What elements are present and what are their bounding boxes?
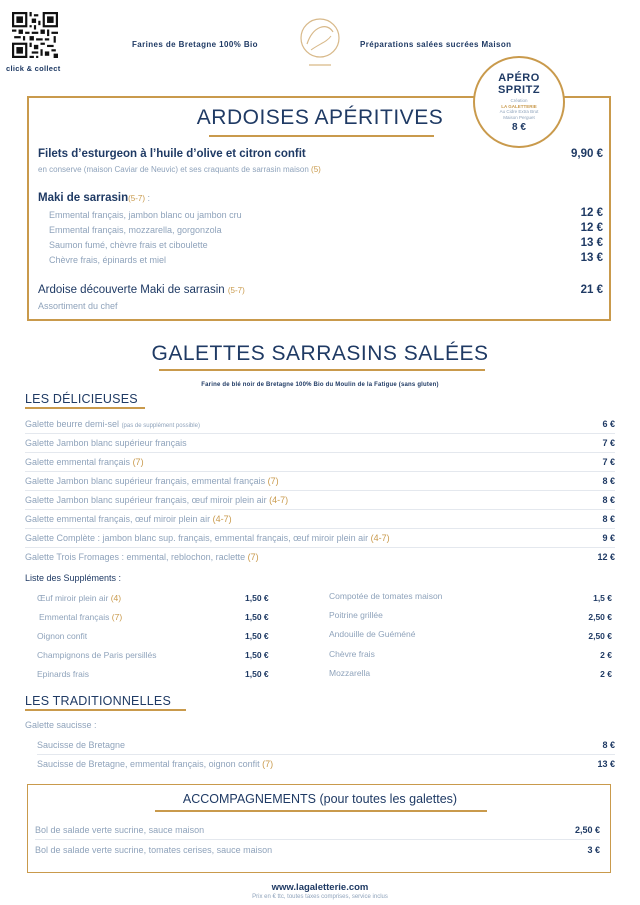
badge-line3: Création	[510, 98, 528, 103]
item-ardoise-desc: Assortiment du chef	[38, 301, 118, 311]
tagline-left: Farines de Bretagne 100% Bio	[132, 40, 258, 49]
item-maki-title	[38, 192, 150, 204]
item-esturgeon-title: Filets d’esturgeon à l’huile d’olive et citron confit	[38, 148, 306, 160]
maki-option-1: Emmental français, jambon blanc ou jambon cru	[49, 210, 242, 220]
delicieuses-underline	[25, 407, 145, 409]
supplement-left-3-price: 1,50 €	[245, 631, 269, 641]
galette-name: Galette Trois Fromages : emmental, reblochon, raclette	[25, 552, 246, 562]
galettes-title-underline	[159, 369, 485, 371]
maki-option-4-price: 13 €	[580, 252, 603, 264]
accomp-name: Bol de salade verte sucrine, sauce maison	[35, 825, 205, 835]
galette-row-8	[25, 552, 615, 564]
accomp-price: 2,50 €	[574, 825, 600, 835]
click-collect-label: click & collect	[6, 64, 61, 73]
supplement-left-5: Epinards frais	[37, 669, 89, 679]
trad-name: Saucisse de Bretagne	[37, 740, 126, 750]
galette-row-5	[25, 495, 615, 507]
price-note: Prix en € ttc, toutes taxes comprises, service inclus	[252, 894, 388, 900]
badge-line1: APÉRO	[498, 72, 540, 84]
accompagnements-title: ACCOMPAGNEMENTS (pour toutes les galettes)	[182, 792, 458, 806]
trad-name: Saucisse de Bretagne, emmental français, oignon confit	[37, 759, 260, 769]
galette-note: (pas de supplément possible)	[121, 423, 200, 429]
maki-option-4: Chèvre frais, épinards et miel	[49, 255, 167, 265]
traditionnelles-title: LES TRADITIONNELLES	[25, 694, 171, 708]
supplement-right-3-price: 2,50 €	[588, 631, 612, 641]
galette-name: Galette Jambon blanc supérieur français, emmental français	[25, 476, 266, 486]
allergen-ref: (7)	[132, 457, 144, 467]
galette-name: Galette Jambon blanc supérieur français	[25, 438, 187, 448]
supplement-left-4-price: 1,50 €	[245, 650, 269, 660]
galette-row-7	[25, 533, 615, 545]
galette-price: 9 €	[602, 533, 615, 543]
galette-row-4	[25, 476, 615, 488]
supplement-name: Œuf miroir plein air	[37, 593, 109, 603]
allergen-ref: (4)	[110, 593, 122, 603]
supplement-left-4: Champignons de Paris persillés	[37, 650, 157, 660]
allergen-ref: (7)	[247, 552, 259, 562]
row-divider	[25, 452, 615, 453]
accompagnements-underline	[155, 810, 487, 812]
badge-line6: Maison Perguet	[503, 114, 535, 120]
maki-option-3: Saumon fumé, chèvre frais et ciboulette	[49, 240, 208, 250]
supplement-right-5: Mozzarella	[329, 668, 371, 678]
item-maki-title-text: Maki de sarrasin	[38, 192, 129, 204]
ardoises-title-underline	[209, 135, 434, 137]
supplement-right-4-price: 2 €	[600, 650, 612, 660]
supplement-right-1-price: 1,5 €	[593, 593, 612, 603]
galette-name: Galette emmental français	[25, 457, 131, 467]
galettes-subtitle: Farine de blé noir de Bretagne 100% Bio du Moulin de la Fatigue (sans gluten)	[201, 382, 439, 388]
row-divider	[25, 433, 615, 434]
supplement-right-3: Andouille de Guéméné	[329, 629, 416, 639]
galette-name: Galette emmental français, œuf miroir plein air	[25, 514, 211, 524]
allergen-ref: (4-7)	[212, 514, 232, 524]
galette-name: Galette Jambon blanc supérieur français, œuf miroir plein air	[25, 495, 267, 505]
allergen-ref: (5-7)	[227, 286, 245, 295]
accomp-row-2	[35, 845, 600, 857]
item-esturgeon-desc-text: en conserve (maison Caviar de Neuvic) et ses craquants de sarrasin maison	[38, 165, 309, 174]
row-divider	[25, 471, 615, 472]
accomp-name: Bol de salade verte sucrine, tomates cerises, sauce maison	[35, 845, 273, 855]
supplement-right-1: Compotée de tomates maison	[329, 591, 443, 601]
supplement-right-2-price: 2,50 €	[588, 612, 612, 622]
supplement-right-5-price: 2 €	[600, 669, 612, 679]
galette-row-6	[25, 514, 615, 526]
galette-price: 8 €	[602, 495, 615, 505]
allergen-ref: (5-7)	[128, 194, 146, 203]
badge-line4: LA GALETTERIE	[501, 103, 537, 109]
row-divider	[37, 754, 615, 755]
supplement-right-4: Chèvre frais	[329, 649, 375, 659]
item-ardoise-title-text: Ardoise découverte Maki de sarrasin	[38, 284, 225, 296]
allergen-ref: (5)	[311, 165, 321, 174]
galettes-title: GALETTES SARRASINS SALÉES	[151, 342, 489, 365]
item-esturgeon-desc	[38, 165, 321, 174]
maki-option-3-price: 13 €	[580, 237, 603, 249]
tagline-right: Préparations salées sucrées Maison	[360, 40, 512, 49]
supplement-right-2: Poitrine grillée	[329, 610, 383, 620]
badge-line5: Au Cidre Extra Brut	[499, 109, 539, 114]
supplement-left-5-price: 1,50 €	[245, 669, 269, 679]
galette-price: 12 €	[597, 552, 615, 562]
maki-option-2-price: 12 €	[580, 222, 603, 234]
delicieuses-title: LES DÉLICIEUSES	[25, 392, 138, 406]
badge-price: 8 €	[512, 122, 526, 133]
row-divider	[25, 509, 615, 510]
maki-option-1-price: 12 €	[580, 207, 603, 219]
allergen-ref: (7)	[267, 476, 279, 486]
galette-logo-icon	[297, 14, 343, 74]
row-divider	[35, 839, 600, 840]
row-divider	[25, 547, 615, 548]
galette-row-1	[25, 419, 615, 431]
qr-code-icon[interactable]	[12, 12, 58, 58]
galette-row-3	[25, 457, 615, 469]
allergen-ref: (7)	[111, 612, 123, 622]
galette-row-2	[25, 438, 615, 450]
supplement-left-2-price: 1,50 €	[245, 612, 269, 622]
allergen-ref: (4-7)	[269, 495, 289, 505]
supplements-title: Liste des Suppléments :	[25, 573, 122, 583]
website-link[interactable]: www.lagaletterie.com	[271, 882, 369, 893]
trad-row-2	[37, 759, 615, 771]
supplement-left-1	[37, 593, 121, 603]
supplement-left-2	[39, 612, 122, 622]
item-esturgeon-price: 9,90 €	[571, 148, 603, 160]
apero-spritz-badge	[473, 56, 565, 148]
supplement-left-3: Oignon confit	[37, 631, 88, 641]
galette-name: Galette Complète : jambon blanc sup. français, emmental français, œuf miroir plein air	[25, 533, 369, 543]
supplement-left-1-price: 1,50 €	[245, 593, 269, 603]
galette-price: 8 €	[602, 514, 615, 524]
supplement-name: Emmental français	[39, 612, 110, 622]
item-ardoise-price: 21 €	[580, 284, 603, 296]
trad-price: 8 €	[602, 740, 615, 750]
galette-price: 7 €	[602, 438, 615, 448]
galette-saucisse-label: Galette saucisse :	[25, 720, 97, 730]
galette-price: 8 €	[602, 476, 615, 486]
colon: :	[145, 193, 151, 203]
galette-price: 6 €	[602, 419, 615, 429]
accomp-row-1	[35, 825, 600, 837]
row-divider	[25, 528, 615, 529]
traditionnelles-underline	[25, 709, 186, 711]
allergen-ref: (7)	[262, 759, 274, 769]
badge-line2: SPRITZ	[497, 84, 541, 96]
row-divider	[25, 490, 615, 491]
item-ardoise-title	[38, 284, 245, 296]
maki-option-2: Emmental français, mozzarella, gorgonzola	[49, 225, 222, 235]
trad-price: 13 €	[597, 759, 615, 769]
accomp-price: 3 €	[587, 845, 600, 855]
galette-price: 7 €	[602, 457, 615, 467]
galette-name: Galette beurre demi-sel	[25, 419, 120, 429]
allergen-ref: (4-7)	[370, 533, 390, 543]
trad-row-1	[37, 740, 615, 752]
ardoises-title: ARDOISES APÉRITIVES	[196, 106, 444, 129]
